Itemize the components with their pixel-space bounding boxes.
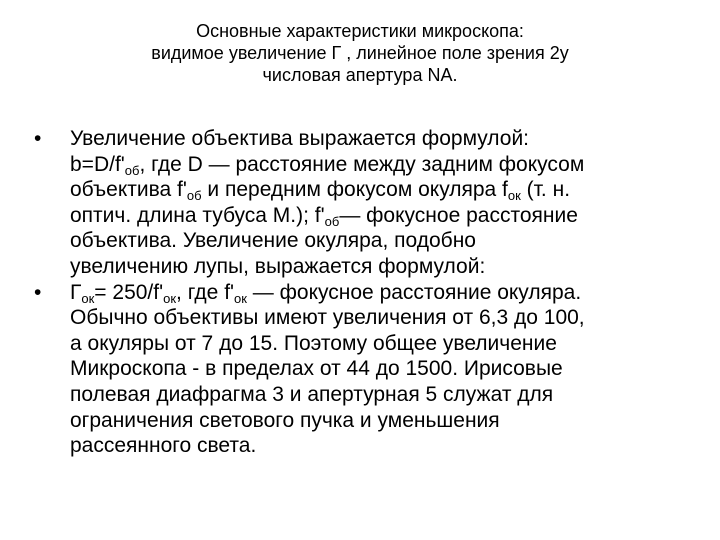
title-line-2: видимое увеличение Г , линейное поле зрения 2у: [151, 43, 569, 63]
text-line: полевая диафрагма 3 и апертурная 5 служат для: [70, 382, 554, 406]
bullet-item-objective-magnification: [34, 126, 694, 280]
text-line: Увеличение объектива выражается формулой:: [70, 127, 530, 150]
title-line-1: Основные характеристики микроскопа:: [196, 21, 524, 41]
bullet-marker: •: [34, 280, 42, 304]
text-line: увеличению лупы, выражается формулой:: [70, 254, 486, 278]
text-line: объектива. Увеличение окуляра, подобно: [70, 229, 476, 253]
slide-body: [34, 126, 694, 459]
text-line: рассеянного света.: [70, 434, 257, 458]
text-line: оптич. длина тубуса М.); $f'_{об}—$ фокусное расстояние: [70, 203, 578, 229]
bullet-item-eyepiece-magnification: [34, 280, 694, 459]
slide-title: [80, 20, 640, 86]
bullet-marker: •: [34, 127, 42, 150]
text-line: объектива $f'_{об}$ и передним фокусом окуляра $f_{ок}$ (т. н.: [70, 178, 571, 204]
text-line: $b=D/f'_{об}$, где D — расстояние между задним фокусом: [70, 152, 585, 178]
text-line: ограничения светового пучка и уменьшения: [70, 408, 500, 432]
text-line: Обычно объективы имеют увеличения от 6,3 до 100,: [70, 306, 585, 330]
text-line: а окуляры от 7 до 15. Поэтому общее увеличение: [70, 331, 557, 355]
title-line-3: числовая апертура NA.: [262, 65, 458, 85]
text-line: $Г_{ок}= 250/f'_{ок}$, где $f'_{ок}$ — фокусное расстояние окуляра.: [70, 280, 582, 306]
text-line: Микроскопа - в пределах от 44 до 1500. Ирисовые: [70, 357, 563, 381]
